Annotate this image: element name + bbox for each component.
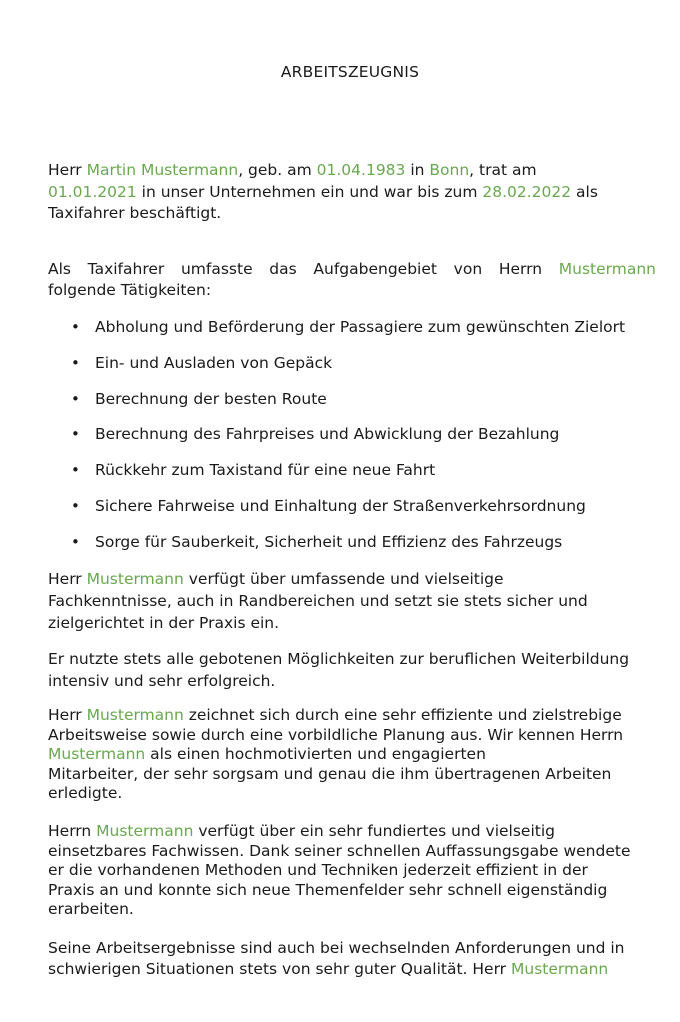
- tasks-intro-paragraph: [48, 259, 656, 301]
- expertise-text: erarbeiten.: [48, 900, 134, 919]
- bullet-icon: •: [71, 425, 80, 444]
- intro-text: als: [571, 182, 598, 201]
- work-style-text: erledigte.: [48, 784, 123, 803]
- work-style-text: Arbeitsweise sowie durch eine vorbildliche Planung aus. Wir kennen Herrn: [48, 725, 624, 744]
- knowledge-text: Fachkenntnisse, auch in Randbereichen und setzt sie stets sicher und: [48, 592, 588, 610]
- expertise-paragraph: [48, 822, 656, 920]
- list-item-text: Sorge für Sauberkeit, Sicherheit und Effizienz des Fahrzeugs: [95, 532, 563, 551]
- list-item-text: Ein- und Ausladen von Gepäck: [95, 353, 333, 372]
- expertise-text: verfügt über ein sehr fundiertes und vielseitig: [193, 822, 555, 840]
- intro-text: , geb. am: [238, 161, 317, 179]
- work-style-paragraph: [48, 706, 656, 804]
- list-item-text: Sichere Fahrweise und Einhaltung der Straßenverkehrsordnung: [95, 496, 586, 515]
- employee-lastname: Mustermann: [86, 570, 184, 588]
- employee-lastname: Mustermann: [511, 960, 609, 978]
- expertise-text: Praxis an und konnte sich neue Themenfelder sehr schnell eigenständig: [48, 880, 608, 899]
- work-style-text: Mitarbeiter, der sehr sorgsam und genau die ihm übertragenen Arbeiten: [48, 764, 612, 783]
- birth-place: Bonn: [429, 161, 470, 179]
- tasks-intro-text: folgende Tätigkeiten:: [48, 281, 212, 299]
- employee-lastname: Mustermann: [86, 706, 184, 724]
- employee-lastname: Mustermann: [96, 822, 194, 840]
- list-item-text: Berechnung der besten Route: [95, 389, 327, 408]
- results-text: schwierigen Situationen stets von sehr guter Qualität. Herr: [48, 960, 511, 978]
- bullet-icon: •: [71, 532, 80, 551]
- bullet-icon: •: [71, 318, 80, 336]
- bullet-icon: •: [71, 496, 80, 515]
- intro-text: Taxifahrer beschäftigt.: [48, 204, 222, 222]
- list-item-text: Berechnung des Fahrpreises und Abwicklung der Bezahlung: [95, 425, 560, 444]
- start-date: 01.01.2021: [48, 182, 137, 201]
- training-paragraph: [48, 648, 656, 692]
- work-style-text: zeichnet sich durch eine sehr effiziente und zielstrebige: [183, 706, 622, 724]
- results-text: Seine Arbeitsergebnisse sind auch bei wechselnden Anforderungen und in: [48, 939, 625, 957]
- list-item: [48, 460, 668, 496]
- end-date: 28.02.2022: [482, 182, 572, 201]
- bullet-icon: •: [71, 389, 80, 408]
- intro-text: in: [405, 161, 430, 179]
- work-style-text: als einen hochmotivierten und engagierten: [145, 745, 486, 764]
- task-list: [48, 317, 668, 568]
- training-text: intensiv und sehr erfolgreich.: [48, 672, 276, 690]
- bullet-icon: •: [71, 353, 80, 372]
- birth-date: 01.04.1983: [316, 161, 406, 179]
- list-item: [48, 532, 668, 568]
- knowledge-text: zielgerichtet in der Praxis ein.: [48, 614, 280, 632]
- list-item: [48, 496, 668, 532]
- intro-paragraph: [48, 160, 656, 225]
- training-text: Er nutzte stets alle gebotenen Möglichkeiten zur beruflichen Weiterbildung: [48, 650, 630, 668]
- list-item: [48, 317, 668, 353]
- intro-text: Herr: [48, 161, 87, 179]
- expertise-text: einsetzbares Fachwissen. Dank seiner schnellen Auffassungsgabe wendete: [48, 841, 631, 860]
- expertise-text: Herrn: [48, 822, 97, 840]
- list-item-text: Rückkehr zum Taxistand für eine neue Fahrt: [95, 461, 436, 480]
- tasks-intro-text: Als Taxifahrer umfasste das Aufgabengebiet von Herrn: [48, 260, 559, 278]
- knowledge-paragraph: [48, 568, 656, 634]
- work-style-text: Herr: [48, 706, 87, 724]
- intro-text: in unser Unternehmen ein und war bis zum: [136, 182, 483, 201]
- employee-lastname: Mustermann: [48, 745, 146, 764]
- expertise-text: er die vorhandenen Methoden und Techniken jederzeit effizient in der: [48, 861, 588, 880]
- employee-lastname: Mustermann: [558, 260, 656, 278]
- list-item-text: Abholung und Beförderung der Passagiere zum gewünschten Zielort: [95, 318, 626, 336]
- employee-name: Martin Mustermann: [86, 161, 239, 179]
- list-item: [48, 353, 668, 389]
- document-title: ARBEITSZEUGNIS: [280, 63, 420, 81]
- list-item: [48, 389, 668, 425]
- knowledge-text: verfügt über umfassende und vielseitige: [183, 570, 504, 588]
- tasks-intro-line: [48, 259, 656, 280]
- knowledge-text: Herr: [48, 570, 87, 588]
- bullet-icon: •: [71, 461, 80, 480]
- list-item: [48, 424, 668, 460]
- intro-text: , trat am: [469, 161, 537, 179]
- results-paragraph: [48, 938, 656, 980]
